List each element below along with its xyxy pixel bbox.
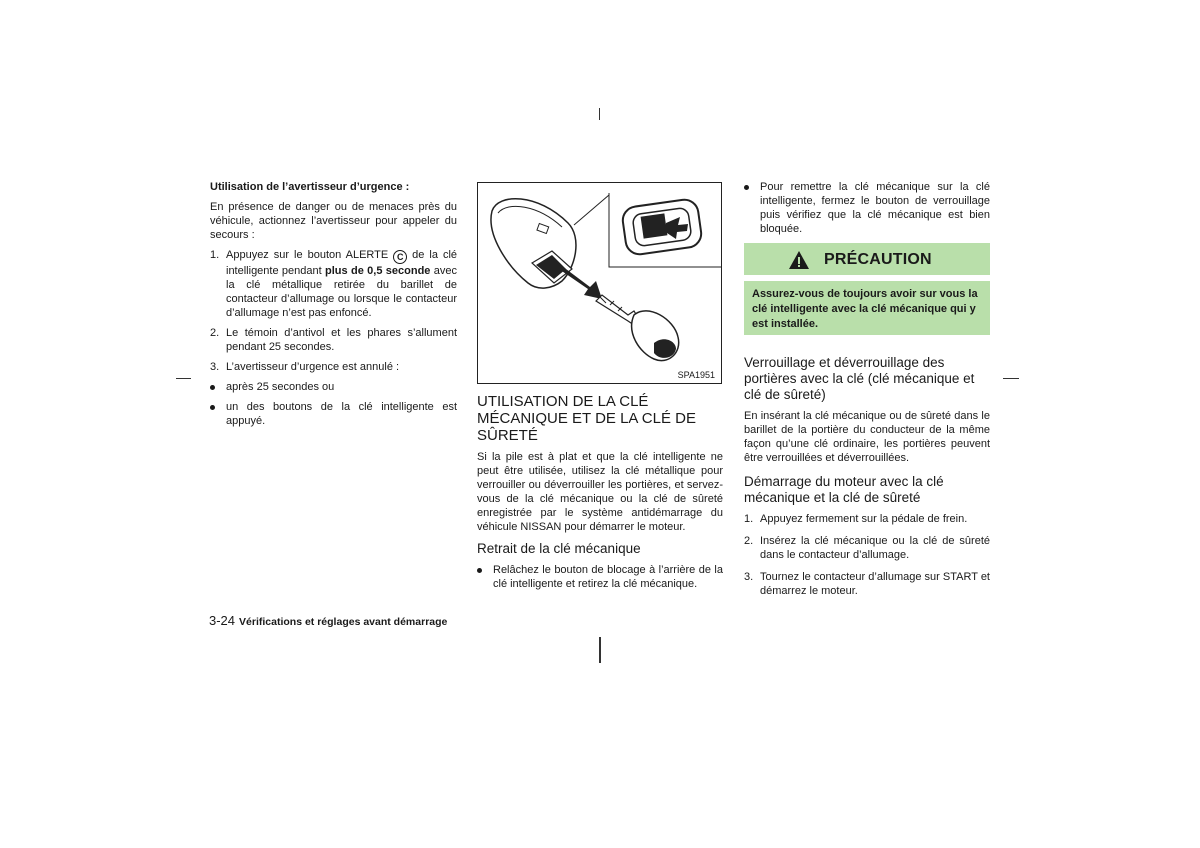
lock-unlock-subtitle: Verrouillage et déverrouillage des portières avec la clé (clé mécanique et clé de sûreté) — [744, 355, 975, 402]
section-title: UTILISATION DE LA CLÉ MÉCANIQUE ET DE LA CLÉ DE SÛRETÉ — [477, 393, 696, 444]
reinstall-bullet — [744, 180, 990, 236]
step-text: Le témoin d’antivol et les phares s’allument pendant 25 secondes. — [226, 327, 457, 353]
page-footer — [209, 612, 447, 630]
removal-subtitle: Retrait de la clé mécanique — [477, 541, 641, 556]
left-column — [210, 180, 457, 428]
step-text: Tournez le contacteur d’allumage sur START et démarrez le moteur. — [760, 571, 990, 597]
step-number: 1. — [744, 513, 754, 525]
step-text-pre: Appuyez sur le bouton ALERTE — [226, 249, 394, 261]
bullet-icon — [477, 568, 482, 573]
caution-header — [744, 243, 990, 275]
warning-triangle-icon — [788, 250, 810, 270]
bullet-text: un des boutons de la clé intelligente est appuyé. — [226, 401, 457, 427]
bullet-icon — [210, 385, 215, 390]
bullet-text: Pour remettre la clé mécanique sur la clé intelligente, fermez le bouton de verrouillage puis vérifiez que la clé mécanique est bien bloquée. — [760, 181, 990, 235]
bullet-icon — [744, 185, 749, 190]
figure-label: SPA1951 — [677, 370, 715, 380]
step-number: 3. — [210, 361, 220, 373]
step-text: Appuyez fermement sur la pédale de frein. — [760, 513, 968, 525]
alarm-step-3 — [210, 360, 457, 374]
bullet-text: Relâchez le bouton de blocage à l’arrière de la clé intelligente et retirez la clé mécanique. — [493, 564, 723, 590]
lock-unlock-body: En insérant la clé mécanique ou de sûreté dans le barillet de la portière du conducteur de la même façon qu’une clé ordinaire, les portières peuvent être verrouillées et déverrouillées. — [744, 410, 990, 464]
start-step-1 — [744, 512, 990, 526]
step-number: 1. — [210, 249, 220, 261]
crop-mark-left — [176, 378, 191, 379]
engine-start-subtitle: Démarrage du moteur avec la clé mécanique et la clé de sûreté — [744, 474, 944, 505]
chapter-title: Vérifications et réglages avant démarrage — [239, 616, 448, 628]
step-text-bold: plus de 0,5 seconde — [325, 265, 431, 277]
caution-body: Assurez-vous de toujours avoir sur vous la clé intelligente avec la clé mécanique qui y est installée. — [744, 281, 990, 335]
step-number: 2. — [210, 327, 220, 339]
bullet-icon — [210, 405, 215, 410]
right-column-bottom — [744, 355, 990, 598]
caution-title: PRÉCAUTION — [824, 251, 932, 268]
step-text: L’avertisseur d’urgence est annulé : — [226, 361, 400, 373]
alert-c-icon: C — [393, 250, 407, 264]
start-step-3 — [744, 570, 990, 598]
section-body: Si la pile est à plat et que la clé intelligente ne peut être utilisée, utilisez la clé métallique pour verrouiller ou déverrouiller les portières, et servez-vous de la clé mécanique ou la clé de sûreté enregistrée par le système antidémarrage du véhicule NISSAN pour démarrer le moteur. — [477, 451, 723, 533]
step-number: 2. — [744, 535, 754, 547]
step-number: 3. — [744, 571, 754, 583]
right-column-top — [744, 180, 990, 236]
key-removal-illustration — [477, 182, 722, 384]
middle-column — [477, 393, 723, 591]
bullet-text: après 25 secondes ou — [226, 381, 335, 393]
cancel-bullet-2 — [210, 400, 457, 428]
start-step-2 — [744, 534, 990, 562]
cancel-bullet-1 — [210, 380, 457, 394]
alarm-step-1 — [210, 248, 457, 320]
removal-bullet — [477, 563, 723, 591]
page-number: 3-24 — [209, 613, 236, 628]
intelligent-key-drawing — [478, 183, 721, 383]
step-text-mid: de la clé intelligente pendant — [226, 249, 458, 277]
step-text: Insérez la clé mécanique ou la clé de sûreté dans le contacteur d’allumage. — [760, 535, 990, 561]
alarm-step-2 — [210, 326, 457, 354]
crop-mark-right — [1003, 378, 1019, 379]
emergency-alarm-intro: En présence de danger ou de menaces près du véhicule, actionnez l’avertisseur pour appeler du secours : — [210, 201, 457, 241]
crop-mark-bottom — [599, 637, 601, 663]
emergency-alarm-heading: Utilisation de l’avertisseur d’urgence : — [210, 181, 410, 193]
step-text-post: avec la clé métallique retirée du barillet de contacteur d’allumage ou lorsque le contacteur d’allumage n’est pas enfoncé. — [226, 265, 457, 319]
crop-mark-top — [599, 108, 600, 120]
